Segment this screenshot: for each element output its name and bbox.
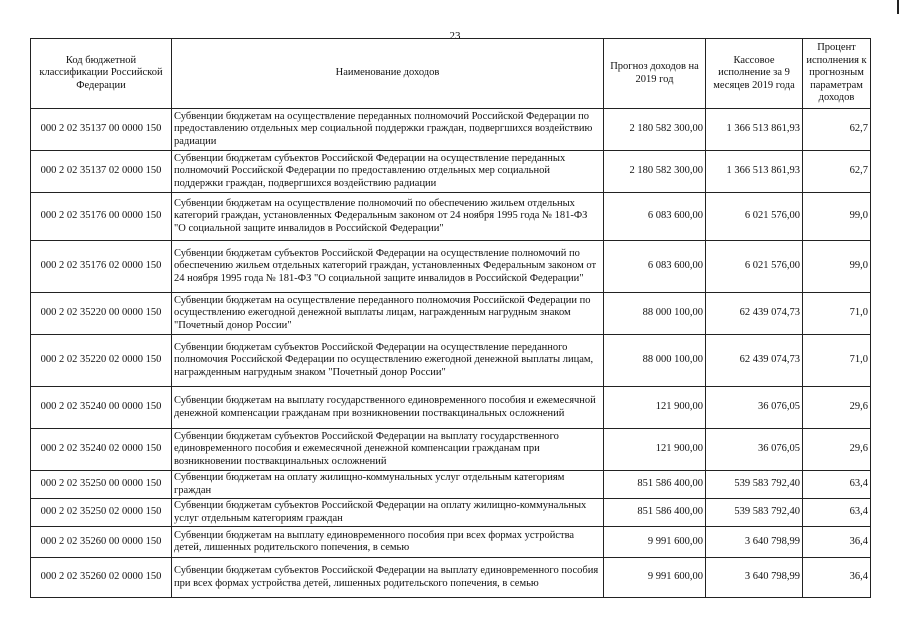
row-code-cell: 000 2 02 35240 02 0000 150	[31, 429, 172, 471]
row-forecast-cell: 88 000 100,00	[604, 293, 706, 335]
row-code-cell: 000 2 02 35176 00 0000 150	[31, 193, 172, 241]
row-name-cell: Субвенции бюджетам на оплату жилищно-коммунальных услуг отдельным категориям граждан	[172, 471, 604, 499]
page-number: 23	[449, 30, 461, 42]
row-name-cell: Субвенции бюджетам субъектов Российской Федерации на осуществление переданных полномочий Российской Федерации по предоставлению отдельных мер социальной поддержки граждан, подвергшихся воздействию радиации	[172, 151, 604, 193]
row-code-cell: 000 2 02 35176 02 0000 150	[31, 241, 172, 293]
row-actual-cell: 6 021 576,00	[706, 241, 803, 293]
row-forecast-cell: 88 000 100,00	[604, 335, 706, 387]
row-percent-cell: 71,0	[803, 335, 871, 387]
row-actual-cell: 3 640 798,99	[706, 527, 803, 558]
row-actual-cell: 62 439 074,73	[706, 335, 803, 387]
row-name-cell: Субвенции бюджетам субъектов Российской Федерации на выплату единовременного пособия при всех формах устройства детей, лишенных родительского попечения, в семью	[172, 558, 604, 598]
table-row	[31, 193, 871, 241]
row-name-cell: Субвенции бюджетам субъектов Российской Федерации на осуществление переданного полномочия Российской Федерации по осуществлению ежегодной денежной выплаты лицам, награжденным нагрудным знаком "Почетный донор России"	[172, 335, 604, 387]
table-row	[31, 429, 871, 471]
row-percent-cell: 63,4	[803, 499, 871, 527]
row-actual-cell: 1 366 513 861,93	[706, 109, 803, 151]
row-actual-cell: 1 366 513 861,93	[706, 151, 803, 193]
table-row	[31, 293, 871, 335]
row-forecast-cell: 6 083 600,00	[604, 241, 706, 293]
row-percent-cell: 62,7	[803, 109, 871, 151]
row-actual-cell: 539 583 792,40	[706, 471, 803, 499]
table-row	[31, 151, 871, 193]
row-percent-cell: 71,0	[803, 293, 871, 335]
page-edge-mark	[897, 0, 899, 14]
row-percent-cell: 62,7	[803, 151, 871, 193]
row-percent-cell: 36,4	[803, 527, 871, 558]
table-row	[31, 527, 871, 558]
header-percent: Процент исполнения к прогнозным параметрам доходов	[803, 39, 871, 109]
row-name-cell: Субвенции бюджетам на выплату единовременного пособия при всех формах устройства детей, лишенных родительского попечения, в семью	[172, 527, 604, 558]
table-header-row	[31, 39, 871, 109]
row-code-cell: 000 2 02 35250 00 0000 150	[31, 471, 172, 499]
row-percent-cell: 36,4	[803, 558, 871, 598]
header-code: Код бюджетной классификации Российской Федерации	[31, 39, 172, 109]
row-code-cell: 000 2 02 35240 00 0000 150	[31, 387, 172, 429]
row-percent-cell: 99,0	[803, 241, 871, 293]
row-code-cell: 000 2 02 35220 00 0000 150	[31, 293, 172, 335]
row-actual-cell: 36 076,05	[706, 429, 803, 471]
row-percent-cell: 29,6	[803, 387, 871, 429]
row-name-cell: Субвенции бюджетам субъектов Российской Федерации на выплату государственного единовременного пособия и ежемесячной денежной компенсации гражданам при возникновении поствакцинальных осложнений	[172, 429, 604, 471]
row-name-cell: Субвенции бюджетам на осуществление переданного полномочия Российской Федерации по осуществлению ежегодной денежной выплаты лицам, награжденным нагрудным знаком "Почетный донор России"	[172, 293, 604, 335]
row-percent-cell: 99,0	[803, 193, 871, 241]
row-actual-cell: 36 076,05	[706, 387, 803, 429]
row-name-cell: Субвенции бюджетам на выплату государственного единовременного пособия и ежемесячной денежной компенсации гражданам при возникновении поствакцинальных осложнений	[172, 387, 604, 429]
row-name-cell: Субвенции бюджетам на осуществление переданных полномочий Российской Федерации по предоставлению отдельных мер социальной поддержки граждан, подвергшихся воздействию радиации	[172, 109, 604, 151]
row-forecast-cell: 2 180 582 300,00	[604, 151, 706, 193]
table-row	[31, 109, 871, 151]
row-actual-cell: 539 583 792,40	[706, 499, 803, 527]
table-row	[31, 241, 871, 293]
row-actual-cell: 3 640 798,99	[706, 558, 803, 598]
row-forecast-cell: 851 586 400,00	[604, 499, 706, 527]
row-code-cell: 000 2 02 35260 02 0000 150	[31, 558, 172, 598]
revenue-table	[30, 38, 871, 598]
header-actual: Кассовое исполнение за 9 месяцев 2019 года	[706, 39, 803, 109]
row-code-cell: 000 2 02 35137 02 0000 150	[31, 151, 172, 193]
row-forecast-cell: 6 083 600,00	[604, 193, 706, 241]
row-percent-cell: 63,4	[803, 471, 871, 499]
table-row	[31, 387, 871, 429]
row-code-cell: 000 2 02 35137 00 0000 150	[31, 109, 172, 151]
row-name-cell: Субвенции бюджетам субъектов Российской Федерации на оплату жилищно-коммунальных услуг отдельным категориям граждан	[172, 499, 604, 527]
row-forecast-cell: 851 586 400,00	[604, 471, 706, 499]
header-forecast: Прогноз доходов на 2019 год	[604, 39, 706, 109]
row-forecast-cell: 121 900,00	[604, 387, 706, 429]
row-percent-cell: 29,6	[803, 429, 871, 471]
row-forecast-cell: 9 991 600,00	[604, 558, 706, 598]
table-row	[31, 471, 871, 499]
row-code-cell: 000 2 02 35220 02 0000 150	[31, 335, 172, 387]
row-name-cell: Субвенции бюджетам субъектов Российской Федерации на осуществление полномочий по обеспечению жильем отдельных категорий граждан, установленных Федеральным законом от 24 ноября 1995 года № 181-ФЗ "О социальной защите инвалидов в Российской Федерации"	[172, 241, 604, 293]
row-forecast-cell: 9 991 600,00	[604, 527, 706, 558]
row-name-cell: Субвенции бюджетам на осуществление полномочий по обеспечению жильем отдельных категорий граждан, установленных Федеральным законом от 24 ноября 1995 года № 181-ФЗ "О социальной защите инвалидов в Российской Федерации"	[172, 193, 604, 241]
table-row	[31, 499, 871, 527]
row-actual-cell: 6 021 576,00	[706, 193, 803, 241]
row-forecast-cell: 121 900,00	[604, 429, 706, 471]
row-forecast-cell: 2 180 582 300,00	[604, 109, 706, 151]
row-actual-cell: 62 439 074,73	[706, 293, 803, 335]
table-row	[31, 558, 871, 598]
header-name: Наименование доходов	[172, 39, 604, 109]
table-row	[31, 335, 871, 387]
row-code-cell: 000 2 02 35260 00 0000 150	[31, 527, 172, 558]
row-code-cell: 000 2 02 35250 02 0000 150	[31, 499, 172, 527]
